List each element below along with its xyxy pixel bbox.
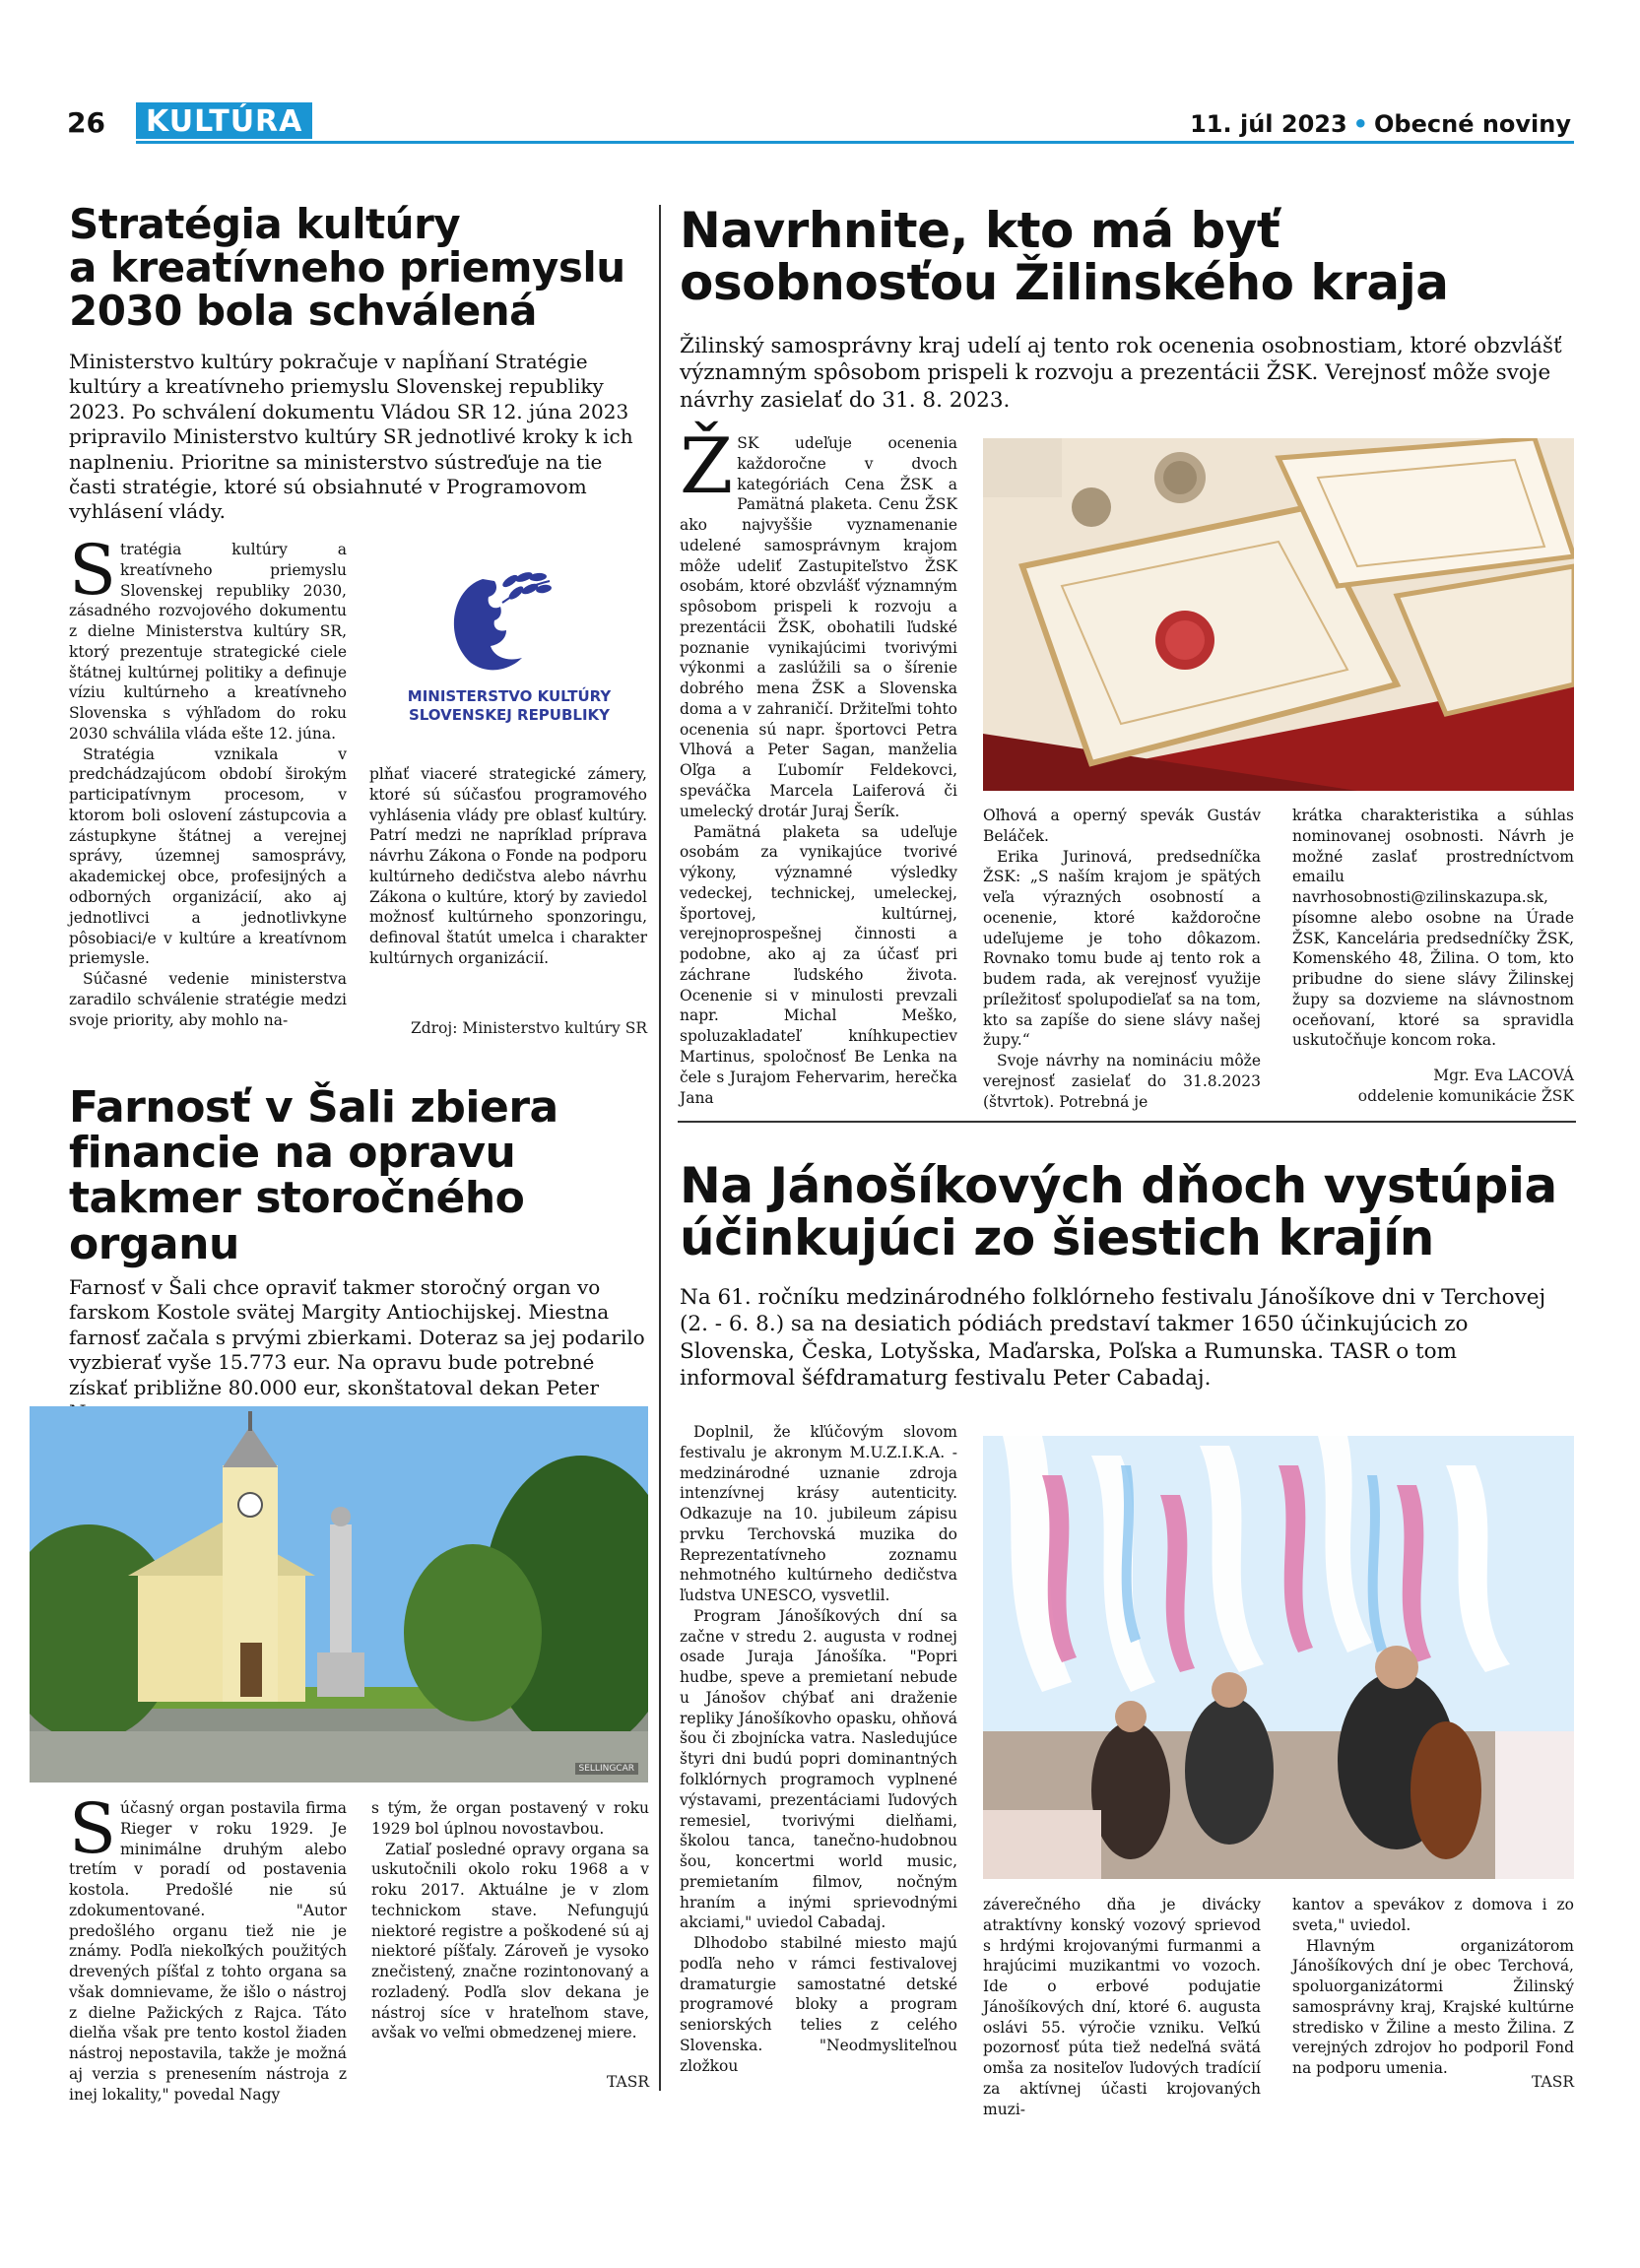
article1-lead: Ministerstvo kultúry pokračuje v napĺňaní Stratégie kultúry a kreatívneho priemyslu Slovenskej republiky 2023. Po schválení dokumentu Vládou SR 12. júna 2023 pripravilo Ministerstvo kultúry SR jednotlivé kroky k ich naplneniu. Prioritne sa ministerstvo sústreďuje na tie časti stratégie, ktoré sú obsiahnuté v Programovom vyhlásení vlády.	[69, 350, 633, 524]
article3-paragraph: účasný organ postavila firma Rieger v roku 1929. Je minimálne druhým alebo tretím v poradí od postavenia kostola. Predošlé nie sú zdokumentované. "Autor predošlého organu tiež nie je známy. Podľa niekoľkých použitých drevených píšťal z tohto organa sa však domnievame, že išlo o nástroj z dielne Pažických z Rajca. Táto dielňa však pre tento kostol žiaden nástroj nepostavila, takže je možná aj verzia s prenesením nástroja z inej lokality," povedal Nagy	[69, 1799, 347, 2104]
article2-paragraph: Pamätná plaketa sa udeľuje osobám za vynikajúce tvorivé výkony, významné výsledky vedeckej, technickej, umeleckej, športovej, kultúrnej, verejnoprospešnej činnosti a podobne, ako aj za účasť pri záchrane ľudského života. Ocenenie si v minulosti prevzali napr. Michal Meško, spoluzakladateľ kníhkupectiev Martinus, spoločnosť Be Lenka na čele s Jurajom Fehervarim, herečka Jana	[680, 822, 957, 1107]
article4-paragraph: kantov a spevákov z domova i zo sveta," uviedol.	[1292, 1896, 1574, 1934]
article2-paragraph: Erika Jurinová, predsedníčka ŽSK: „S naším krajom je spätých veľa výrazných osobností a ocenenie, ktoré každoročne udeľujeme je toho dôkazom. Rovnako tomu bude aj tento rok a budem rada, ak verejnosť využije príležitosť spolupodieľať sa na tom, kto sa zapíše do siene slávy našej župy.“	[983, 847, 1261, 1050]
column-divider	[659, 205, 661, 2091]
festival-photo	[983, 1436, 1574, 1879]
article3-lead: Farnosť v Šali chce opraviť takmer storočný organ vo farskom Kostole svätej Margity Antiochijskej. Miestna farnosť začala s prvými zbierkami. Doteraz sa jej podarilo vyzbierať vyše 15.773 eur. Na opravu bude potrebné získať približne 80.000 eur, skonštatoval dekan Peter	[69, 1275, 645, 1399]
festival-photo-illustration	[983, 1436, 1574, 1879]
article2-lead: Žilinský samosprávny kraj udelí aj tento rok ocenenia osobnostiam, ktoré obzvlášť významným spôsobom prispeli k rozvoju a prezentácii ŽSK. Verejnosť môže svoje návrhy zasielať do 31. 8. 2023.	[680, 334, 1562, 413]
church-photo	[30, 1406, 648, 1782]
article3-column-1	[69, 1788, 347, 2105]
ministry-logo	[392, 559, 626, 727]
article4-paragraph: Hlavným organizátorom Jánošíkových dní je obec Terchová, spoluorganizátormi Žilinský samosprávny kraj, Krajské kultúrne stredisko v Žiline a mesto Žilina. Z verejných zdrojov ho podporil Fond na podporu umenia.	[1292, 1936, 1574, 2078]
article4-title-line: Na Jánošíkových dňoch vystúpia	[680, 1157, 1557, 1214]
publication-name: Obecné noviny	[1374, 110, 1571, 138]
article2-column-2	[983, 806, 1261, 1112]
article4-source: TASR	[1532, 2073, 1574, 2091]
article4-column-2	[983, 1895, 1261, 2119]
article3-source: TASR	[607, 2073, 649, 2091]
article2-column-1	[680, 422, 957, 1108]
article4-paragraph: záverečného dňa je divácky atraktívny konský vozový sprievod s hrdými krojovanými furmanmi a hrajúcimi muzikantmi vo vozoch. Ide o erbové podujatie Jánošíkových dní, ktoré 6. augusta oslávi 55. výročie vzniku. Veľkú pozornosť púta tiež nedeľná svätá omša za nositeľov ľudových tradícií za aktívnej účasti krojovaných muzi-	[983, 1896, 1261, 2118]
masthead-date	[1190, 110, 1571, 138]
article4-title	[680, 1157, 1576, 1266]
article4-column-3	[1292, 1895, 1574, 2079]
article3-paragraph: Zatiaľ posledné opravy organa sa uskutočnili okolo roku 1968 a v roku 2017. Aktuálne je v zlom technickom stave. Nefungujú niektoré registre a poškodené sú aj niektoré píšťaly. Zároveň je vysoko znečistený, značne rozintonovaný a rozladený. Podľa slov dekana je nástroj síce v hrateľnom stave, avšak vo veľmi obmedzenej miere.	[371, 1840, 649, 2042]
article1-title	[69, 200, 640, 336]
article1-title-line: 2030 bola schválená	[69, 287, 537, 336]
ministry-logo-mark	[392, 559, 626, 678]
article2-title-line: osobnosťou Žilinského kraja	[680, 253, 1449, 311]
article1-source: Zdroj: Ministerstvo kultúry SR	[410, 1019, 647, 1037]
article4-title-line: účinkujúci zo šiestich krajín	[680, 1208, 1434, 1266]
article2-column-3	[1292, 806, 1574, 1051]
article4-paragraph: Dlhodobo stabilné miesto majú podľa neho v rámci festivalovej dramaturgie samostatné detské programové bloky a program seniorských telies z celého Slovenska. "Neodmysliteľnou zložkou	[680, 1934, 957, 2075]
article2-paragraph: SK udeľuje ocenenia každoročne v dvoch kategóriách Cena ŽSK a Pamätná plaketa. Cenu ŽSK ako najvyššie vyznamenanie udelené samosprávnym krajom môže udeliť Zastupiteľstvo ŽSK osobám, ktoré obzvlášť významným spôsobom prispeli k rozvoju a prezentácii ŽSK, obohatili ľudské poznanie vynikajúcimi tvorivými výkonmi a zaslúžili sa o šírenie dobrého mena ŽSK a Slovenska doma a v zahraničí. Držiteľmi tohto ocenenia sú napr. športovci Petra Vlhová a Peter Sagan, manželia Oľga a Ľubomír Feldekovci, speváčka Marcela Laiferová či umelecký drotár Juraj Šerík.	[680, 434, 957, 820]
article2-dropcap: Ž	[680, 422, 734, 511]
article1-column-1	[69, 530, 347, 1030]
article-divider-right	[678, 1121, 1576, 1123]
article2-paragraph: Oľhová a operný spevák Gustáv Beláček.	[983, 807, 1261, 845]
article2-author: Mgr. Eva LACOVÁ	[1433, 1067, 1574, 1084]
article3-paragraph: s tým, že organ postavený v roku 1929 bol úplnou novostavbou.	[371, 1799, 649, 1838]
awards-photo-illustration	[983, 438, 1574, 791]
photo-credit: SELLINGCAR	[575, 1763, 638, 1775]
awards-photo	[983, 438, 1574, 791]
header-rule	[136, 141, 1574, 144]
article2-paragraph: krátka charakteristika a súhlas nominovanej osobnosti. Návrh je možné zaslať prostredníctvom emailu navrhosobnosti@zilinskazupa.sk, písomne alebo osobne na Úrade ŽSK, Kancelária predsedníčky ŽSK, Komenského 48, Žilina. O tom, kto pribudne do siene slávy Žilinskej župy sa dozvieme na slávnostnom oceňovaní, ktoré sa spravidla uskutočňuje koncom roka.	[1292, 807, 1574, 1050]
article1-paragraph: plňať viaceré strategické zámery, ktoré sú súčasťou programového vyhlásenia vlády pre oblasť kultúry. Patrí medzi ne napríklad príprava návrhu Zákona o Fonde na podporu kultúrneho dedičstva alebo návrhu Zákona o kultúre, ktorý by zaviedol možnosť kultúrneho sponzoringu, definoval štatút umelca i charakter kultúrnych organizácií.	[369, 765, 647, 967]
article3-column-2	[371, 1798, 649, 2043]
article3-dropcap: S	[69, 1788, 116, 1869]
issue-date: 11. júl 2023	[1190, 110, 1347, 138]
article2-author-role: oddelenie komunikácie ŽSK	[1357, 1086, 1574, 1105]
article2-title-line: Navrhnite, kto má byť	[680, 202, 1280, 259]
article1-column-2	[369, 764, 647, 969]
article1-paragraph: Stratégia vznikala v predchádzajúcom období širokým participatívnym procesom, v ktorom boli oslovení zástupcovia a zástupkyne štátnej a verejnej správy, územnej samosprávy, akademickej obce, profesijných a odborných organizácií, ako aj jednotlivci a jednotlivkyne pôsobiaci/e v kultúre a kreatívnom priemysle.	[69, 745, 347, 968]
article4-paragraph: Doplnil, že kľúčovým slovom festivalu je akronym M.U.Z.I.K.A. - medzinárodné uznanie zdroja intenzívnej krásy autenticity. Odkazuje na 10. jubileum zápisu prvku Terchovská muzika do Reprezentatívneho zoznamu nehmotného kultúrneho dedičstva ľudstva UNESCO, vysvetlil.	[680, 1423, 957, 1605]
article4-column-1	[680, 1422, 957, 2077]
page-number: 26	[67, 106, 105, 139]
article1-dropcap: S	[69, 530, 116, 611]
article3-title	[69, 1082, 650, 1269]
article4-lead: Na 61. ročníku medzinárodného folklórneho festivalu Jánošíkove dni v Terchovej (2. - 6. 8.) sa na desiatich pódiách predstaví takmer 1650 účinkujúcich zo Slovenska, Česka, Lotyšska, Maďarska, Poľska a Rumunska. TASR o tom informoval šéfdramaturg festivalu Peter Cabadaj.	[680, 1285, 1546, 1391]
article2-title	[680, 202, 1576, 311]
ministry-logo-line: SLOVENSKEJ REPUBLIKY	[408, 705, 611, 724]
article1-title-line: Stratégia kultúry	[69, 200, 461, 248]
article1-paragraph: tratégia kultúry a kreatívneho priemyslu Slovenskej republiky 2030, zásadného rozvojového dokumentu z dielne Ministerstva kultúry SR, ktorý prezentuje strategické ciele štátnej kultúrnej politiky a definuje víziu kultúrneho a kreatívneho Slovenska s výhľadom do roku 2030 schválila vláda ešte 12. júna.	[69, 541, 347, 743]
article3-title-line: financie na opravu	[69, 1128, 516, 1179]
article2-paragraph: Svoje návrhy na nomináciu môže verejnosť zasielať do 31.8.2023 (štvrtok). Potrebná je	[983, 1052, 1261, 1111]
article2-byline	[1292, 1066, 1574, 1107]
section-label: KULTÚRA	[136, 102, 312, 139]
article3-title-line: takmer storočného	[69, 1173, 525, 1224]
article3-title-line: Farnosť v Šali zbiera	[69, 1082, 558, 1133]
church-photo-illustration	[30, 1406, 648, 1782]
article1-title-line: a kreatívneho priemyslu	[69, 243, 625, 292]
article3-title-line: organu	[69, 1218, 239, 1269]
separator-dot: •	[1352, 110, 1369, 138]
ministry-logo-line: MINISTERSTVO KULTÚRY	[407, 687, 612, 705]
article1-paragraph: Súčasné vedenie ministerstva zaradilo schválenie stratégie medzi svoje priority, aby mohlo na-	[69, 970, 347, 1029]
article4-paragraph: Program Jánošíkových dní sa začne v stredu 2. augusta v rodnej osade Juraja Jánošíka. "Popri hudbe, speve a premietaní nebude u Jánošov chýbať ani draženie repliky Jánošíkovho opasku, ohňová šou či zbojnícka vatra. Nasledujúce štyri dni budú popri dominantných folklórnych programoch vyplnené výstavami, prezentáciami ľudových remesiel, tvorivými dielňami, školou tanca, tanečno-hudobnou šou, koncertmi world music, premietaním filmov, nočným hraním a inými sprievodnými akciami," uviedol Cabadaj.	[680, 1606, 957, 1932]
